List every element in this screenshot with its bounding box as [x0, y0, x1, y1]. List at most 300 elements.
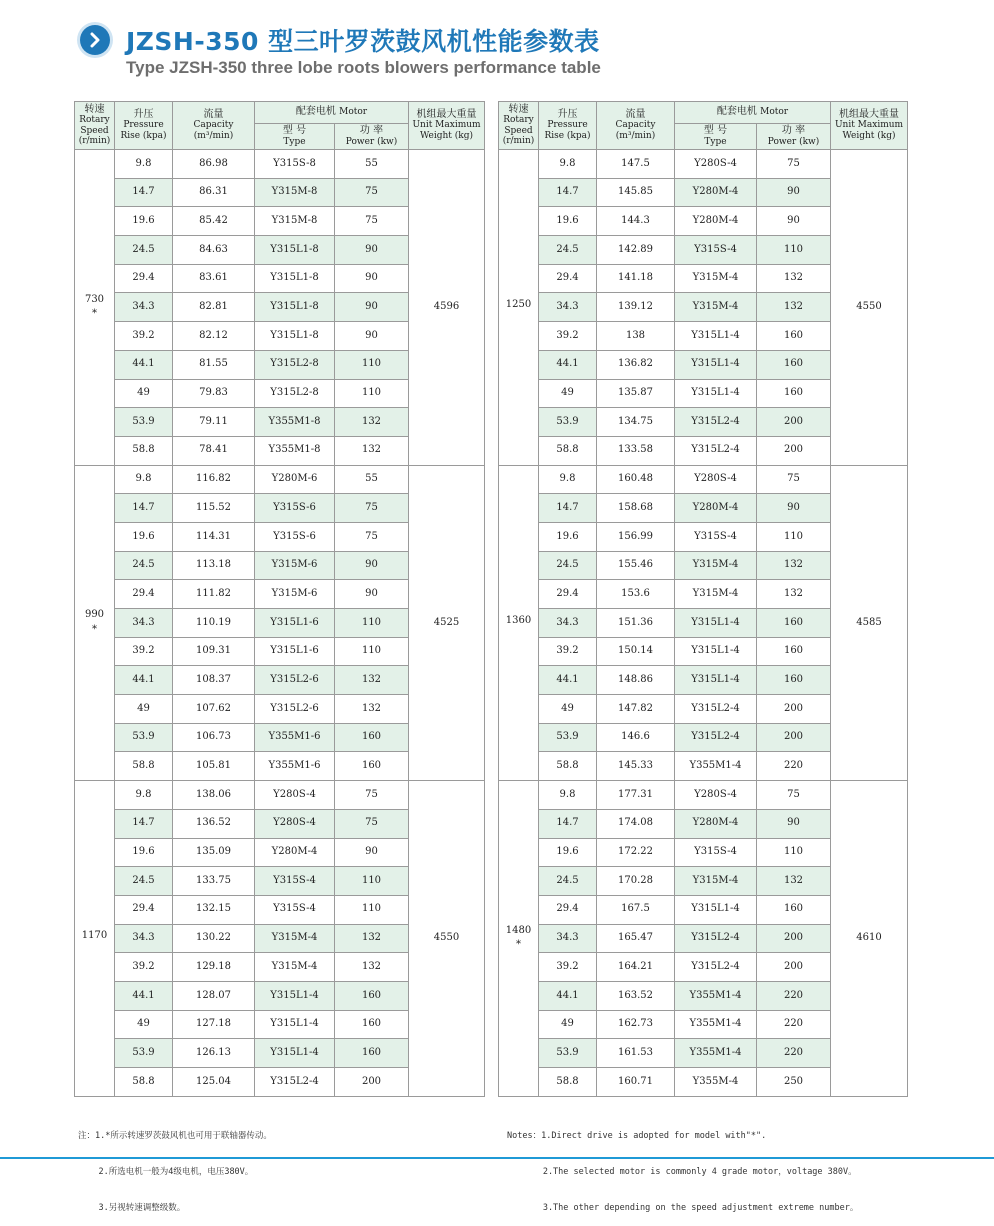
- header-type: [255, 124, 335, 150]
- power-cell: 132: [757, 867, 831, 896]
- power-cell: 132: [757, 580, 831, 609]
- weight-cell: 4596: [409, 150, 485, 466]
- pressure-cell: 58.8: [115, 436, 173, 465]
- capacity-cell: 130.22: [173, 924, 255, 953]
- pressure-cell: 58.8: [539, 436, 597, 465]
- pressure-cell: 39.2: [115, 953, 173, 982]
- header-power-text: 功 率: [781, 125, 806, 136]
- capacity-cell: 155.46: [597, 551, 675, 580]
- table-row: [75, 150, 485, 179]
- capacity-cell: 156.99: [597, 522, 675, 551]
- power-cell: 110: [757, 838, 831, 867]
- motor-type-cell: Y355M1-4: [675, 1039, 757, 1068]
- pressure-cell: 34.3: [115, 924, 173, 953]
- header-power-text: Power (kw): [767, 136, 820, 147]
- speed-cell: [75, 150, 115, 466]
- capacity-cell: 150.14: [597, 637, 675, 666]
- power-cell: 200: [757, 695, 831, 724]
- pressure-cell: 19.6: [539, 838, 597, 867]
- pressure-cell: 49: [115, 379, 173, 408]
- header-weight: [409, 102, 485, 150]
- capacity-cell: 81.55: [173, 350, 255, 379]
- pressure-cell: 53.9: [115, 723, 173, 752]
- capacity-cell: 79.83: [173, 379, 255, 408]
- power-cell: 160: [335, 1039, 409, 1068]
- power-cell: 160: [335, 752, 409, 781]
- pressure-cell: 58.8: [115, 1068, 173, 1097]
- power-cell: 160: [335, 723, 409, 752]
- pressure-cell: 14.7: [115, 178, 173, 207]
- header-pressure-text: Pressure Rise (kpa): [120, 120, 167, 141]
- motor-type-cell: Y315L1-4: [675, 895, 757, 924]
- header-pressure-text: 升压: [133, 108, 154, 120]
- pressure-cell: 53.9: [539, 1039, 597, 1068]
- capacity-cell: 142.89: [597, 236, 675, 265]
- capacity-cell: 141.18: [597, 264, 675, 293]
- capacity-cell: 105.81: [173, 752, 255, 781]
- header-type-text: 型 号: [703, 125, 728, 136]
- speed-value: 1170: [81, 930, 108, 942]
- capacity-cell: 145.33: [597, 752, 675, 781]
- motor-type-cell: Y355M1-4: [675, 752, 757, 781]
- capacity-cell: 107.62: [173, 695, 255, 724]
- speed-cell: [499, 781, 539, 1097]
- power-cell: 160: [757, 666, 831, 695]
- performance-table-left: [74, 101, 485, 1097]
- motor-type-cell: Y315L1-4: [675, 350, 757, 379]
- power-cell: 110: [335, 379, 409, 408]
- power-cell: 132: [757, 264, 831, 293]
- pressure-cell: 53.9: [539, 408, 597, 437]
- capacity-cell: 115.52: [173, 494, 255, 523]
- pressure-cell: 19.6: [539, 207, 597, 236]
- capacity-cell: 116.82: [173, 465, 255, 494]
- speed-value: 1480: [505, 924, 532, 936]
- capacity-cell: 167.5: [597, 895, 675, 924]
- power-cell: 220: [757, 981, 831, 1010]
- motor-type-cell: Y280S-4: [255, 809, 335, 838]
- speed-cell: [499, 150, 539, 466]
- capacity-cell: 135.87: [597, 379, 675, 408]
- pressure-cell: 49: [539, 695, 597, 724]
- speed-value: 1360: [505, 614, 532, 626]
- pressure-cell: 49: [115, 695, 173, 724]
- header-capacity-text: 流量: [203, 108, 224, 120]
- pressure-cell: 29.4: [539, 264, 597, 293]
- power-cell: 132: [335, 953, 409, 982]
- table-row: [75, 465, 485, 494]
- motor-type-cell: Y280M-6: [255, 465, 335, 494]
- capacity-cell: 170.28: [597, 867, 675, 896]
- chevron-right-icon: [80, 25, 110, 55]
- motor-type-cell: Y315L1-4: [255, 1039, 335, 1068]
- weight-cell: 4550: [831, 150, 908, 466]
- motor-type-cell: Y315L1-4: [255, 981, 335, 1010]
- power-cell: 90: [335, 580, 409, 609]
- pressure-cell: 44.1: [539, 350, 597, 379]
- header-power-text: 功 率: [359, 125, 384, 136]
- capacity-cell: 85.42: [173, 207, 255, 236]
- motor-type-cell: Y355M1-4: [675, 1010, 757, 1039]
- capacity-cell: 165.47: [597, 924, 675, 953]
- power-cell: 160: [757, 350, 831, 379]
- header-type: [675, 124, 757, 150]
- motor-type-cell: Y315L2-8: [255, 379, 335, 408]
- power-cell: 90: [757, 178, 831, 207]
- pressure-cell: 34.3: [539, 609, 597, 638]
- pressure-cell: 44.1: [115, 350, 173, 379]
- capacity-cell: 163.52: [597, 981, 675, 1010]
- motor-type-cell: Y315L1-4: [675, 637, 757, 666]
- motor-type-cell: Y315L2-8: [255, 350, 335, 379]
- motor-type-cell: Y280S-4: [675, 465, 757, 494]
- motor-type-cell: Y280S-4: [675, 150, 757, 179]
- header-motor-text: 配套电机: [295, 106, 336, 118]
- motor-type-cell: Y315L2-4: [675, 695, 757, 724]
- pressure-cell: 19.6: [115, 838, 173, 867]
- performance-table-right: [498, 101, 908, 1097]
- power-cell: 160: [757, 895, 831, 924]
- motor-type-cell: Y315L1-4: [675, 609, 757, 638]
- capacity-cell: 126.13: [173, 1039, 255, 1068]
- pressure-cell: 9.8: [115, 465, 173, 494]
- motor-type-cell: Y315L2-4: [675, 924, 757, 953]
- power-cell: 90: [757, 207, 831, 236]
- pressure-cell: 39.2: [539, 637, 597, 666]
- motor-type-cell: Y315L1-4: [675, 666, 757, 695]
- page-header: [80, 20, 600, 60]
- motor-type-cell: Y315M-8: [255, 178, 335, 207]
- motor-type-cell: Y315M-4: [675, 867, 757, 896]
- motor-type-cell: Y315L1-6: [255, 609, 335, 638]
- capacity-cell: 108.37: [173, 666, 255, 695]
- power-cell: 200: [757, 723, 831, 752]
- header-type-text: 型 号: [282, 125, 307, 136]
- pressure-cell: 29.4: [539, 895, 597, 924]
- header-type-text: Type: [283, 136, 306, 147]
- power-cell: 75: [335, 494, 409, 523]
- pressure-cell: 49: [539, 1010, 597, 1039]
- header-pressure-text: Pressure Rise (kpa): [544, 120, 591, 141]
- header-power: [335, 124, 409, 150]
- power-cell: 90: [757, 809, 831, 838]
- pressure-cell: 24.5: [539, 867, 597, 896]
- pressure-cell: 34.3: [539, 293, 597, 322]
- weight-cell: 4525: [409, 465, 485, 781]
- motor-type-cell: Y315L2-4: [255, 1068, 335, 1097]
- pressure-cell: 19.6: [115, 207, 173, 236]
- capacity-cell: 172.22: [597, 838, 675, 867]
- pressure-cell: 49: [115, 1010, 173, 1039]
- power-cell: 160: [335, 1010, 409, 1039]
- motor-type-cell: Y315S-4: [255, 895, 335, 924]
- power-cell: 220: [757, 1039, 831, 1068]
- power-cell: 75: [757, 781, 831, 810]
- motor-type-cell: Y315S-8: [255, 150, 335, 179]
- pressure-cell: 34.3: [115, 609, 173, 638]
- motor-type-cell: Y280M-4: [675, 178, 757, 207]
- capacity-cell: 146.6: [597, 723, 675, 752]
- header-capacity: [597, 102, 675, 150]
- pressure-cell: 34.3: [115, 293, 173, 322]
- capacity-cell: 162.73: [597, 1010, 675, 1039]
- weight-cell: 4585: [831, 465, 908, 781]
- capacity-cell: 136.82: [597, 350, 675, 379]
- motor-type-cell: Y355M1-4: [675, 981, 757, 1010]
- motor-type-cell: Y315L1-8: [255, 293, 335, 322]
- note-line: 2.所选电机一般为4级电机，电压380V。: [78, 1167, 254, 1177]
- motor-type-cell: Y280M-4: [675, 494, 757, 523]
- capacity-cell: 111.82: [173, 580, 255, 609]
- notes-chinese: [78, 1106, 272, 1226]
- power-cell: 132: [335, 924, 409, 953]
- weight-cell: 4610: [831, 781, 908, 1097]
- power-cell: 75: [335, 207, 409, 236]
- power-cell: 90: [335, 264, 409, 293]
- power-cell: 75: [335, 178, 409, 207]
- header-motor-text: Motor: [339, 107, 368, 118]
- motor-type-cell: Y315L1-4: [255, 1010, 335, 1039]
- capacity-cell: 148.86: [597, 666, 675, 695]
- header-speed: [499, 102, 539, 150]
- motor-type-cell: Y315M-4: [255, 953, 335, 982]
- pressure-cell: 39.2: [115, 322, 173, 351]
- capacity-cell: 83.61: [173, 264, 255, 293]
- power-cell: 132: [335, 695, 409, 724]
- capacity-cell: 147.5: [597, 150, 675, 179]
- weight-cell: 4550: [409, 781, 485, 1097]
- table-row: [75, 781, 485, 810]
- power-cell: 200: [757, 408, 831, 437]
- capacity-cell: 136.52: [173, 809, 255, 838]
- power-cell: 200: [335, 1068, 409, 1097]
- capacity-cell: 86.31: [173, 178, 255, 207]
- speed-star: *: [516, 939, 521, 951]
- page-title: JZSH-350 型三叶罗茨鼓风机性能参数表: [126, 27, 600, 56]
- capacity-cell: 78.41: [173, 436, 255, 465]
- power-cell: 110: [335, 637, 409, 666]
- capacity-cell: 153.6: [597, 580, 675, 609]
- motor-type-cell: Y315L2-4: [675, 408, 757, 437]
- motor-type-cell: Y315L1-8: [255, 322, 335, 351]
- header-capacity-text: Capacity (m³/min): [615, 120, 656, 141]
- header-weight-text: 机组最大重量: [839, 108, 900, 120]
- motor-type-cell: Y355M-4: [675, 1068, 757, 1097]
- note-line: 3.The other depending on the speed adjustment extreme number。: [507, 1203, 859, 1213]
- capacity-cell: 128.07: [173, 981, 255, 1010]
- motor-type-cell: Y315S-6: [255, 522, 335, 551]
- pressure-cell: 24.5: [115, 867, 173, 896]
- motor-type-cell: Y315L2-6: [255, 695, 335, 724]
- power-cell: 132: [335, 408, 409, 437]
- motor-type-cell: Y315M-4: [675, 293, 757, 322]
- note-line: 2.The selected motor is commonly 4 grade motor，voltage 380V。: [507, 1167, 857, 1177]
- motor-type-cell: Y315M-8: [255, 207, 335, 236]
- pressure-cell: 14.7: [539, 494, 597, 523]
- motor-type-cell: Y315S-4: [675, 236, 757, 265]
- motor-type-cell: Y315L2-4: [675, 723, 757, 752]
- motor-type-cell: Y315L1-4: [675, 379, 757, 408]
- pressure-cell: 58.8: [539, 752, 597, 781]
- motor-type-cell: Y355M1-8: [255, 408, 335, 437]
- power-cell: 75: [335, 781, 409, 810]
- pressure-cell: 19.6: [539, 522, 597, 551]
- capacity-cell: 164.21: [597, 953, 675, 982]
- motor-type-cell: Y315S-4: [675, 522, 757, 551]
- capacity-cell: 133.58: [597, 436, 675, 465]
- capacity-cell: 125.04: [173, 1068, 255, 1097]
- motor-type-cell: Y355M1-8: [255, 436, 335, 465]
- pressure-cell: 14.7: [115, 809, 173, 838]
- capacity-cell: 160.71: [597, 1068, 675, 1097]
- capacity-cell: 161.53: [597, 1039, 675, 1068]
- capacity-cell: 177.31: [597, 781, 675, 810]
- power-cell: 90: [335, 236, 409, 265]
- motor-type-cell: Y315L2-6: [255, 666, 335, 695]
- pressure-cell: 9.8: [115, 781, 173, 810]
- motor-type-cell: Y315M-6: [255, 580, 335, 609]
- header-pressure: [115, 102, 173, 150]
- power-cell: 110: [335, 895, 409, 924]
- header-weight-text: 机组最大重量: [416, 108, 477, 120]
- pressure-cell: 24.5: [539, 236, 597, 265]
- speed-star: *: [92, 623, 97, 635]
- motor-type-cell: Y355M1-6: [255, 752, 335, 781]
- header-weight-text: Unit Maximum Weight (kg): [412, 120, 481, 141]
- power-cell: 90: [335, 322, 409, 351]
- pressure-cell: 44.1: [115, 981, 173, 1010]
- page-subtitle: Type JZSH-350 three lobe roots blowers performance table: [126, 58, 601, 77]
- pressure-cell: 14.7: [539, 809, 597, 838]
- capacity-cell: 86.98: [173, 150, 255, 179]
- capacity-cell: 138.06: [173, 781, 255, 810]
- capacity-cell: 79.11: [173, 408, 255, 437]
- pressure-cell: 29.4: [115, 264, 173, 293]
- notes-english: [507, 1106, 858, 1226]
- pressure-cell: 24.5: [115, 236, 173, 265]
- capacity-cell: 138: [597, 322, 675, 351]
- power-cell: 132: [757, 551, 831, 580]
- table-row: [499, 465, 908, 494]
- capacity-cell: 147.82: [597, 695, 675, 724]
- power-cell: 110: [757, 236, 831, 265]
- motor-type-cell: Y315M-4: [675, 264, 757, 293]
- speed-star: *: [92, 308, 97, 320]
- pressure-cell: 14.7: [115, 494, 173, 523]
- capacity-cell: 145.85: [597, 178, 675, 207]
- speed-cell: [75, 781, 115, 1097]
- pressure-cell: 9.8: [539, 781, 597, 810]
- pressure-cell: 53.9: [115, 1039, 173, 1068]
- pressure-cell: 58.8: [539, 1068, 597, 1097]
- pressure-cell: 9.8: [115, 150, 173, 179]
- header-motor-text: Motor: [760, 107, 789, 118]
- pressure-cell: 29.4: [115, 895, 173, 924]
- pressure-cell: 39.2: [115, 637, 173, 666]
- capacity-cell: 160.48: [597, 465, 675, 494]
- power-cell: 90: [757, 494, 831, 523]
- speed-cell: [75, 465, 115, 781]
- header-type-text: Type: [704, 136, 727, 147]
- motor-type-cell: Y280M-4: [675, 809, 757, 838]
- power-cell: 160: [335, 981, 409, 1010]
- pressure-cell: 29.4: [115, 580, 173, 609]
- pressure-cell: 44.1: [115, 666, 173, 695]
- power-cell: 55: [335, 465, 409, 494]
- pressure-cell: 58.8: [115, 752, 173, 781]
- capacity-cell: 84.63: [173, 236, 255, 265]
- pressure-cell: 53.9: [539, 723, 597, 752]
- power-cell: 75: [335, 809, 409, 838]
- capacity-cell: 114.31: [173, 522, 255, 551]
- capacity-cell: 82.81: [173, 293, 255, 322]
- motor-type-cell: Y280M-4: [675, 207, 757, 236]
- header-motor: [255, 102, 409, 124]
- power-cell: 160: [757, 637, 831, 666]
- power-cell: 200: [757, 924, 831, 953]
- header-power: [757, 124, 831, 150]
- pressure-cell: 14.7: [539, 178, 597, 207]
- header-speed-text: 转速: [508, 103, 529, 115]
- pressure-cell: 49: [539, 379, 597, 408]
- power-cell: 90: [335, 293, 409, 322]
- pressure-cell: 39.2: [539, 953, 597, 982]
- capacity-cell: 127.18: [173, 1010, 255, 1039]
- motor-type-cell: Y315M-6: [255, 551, 335, 580]
- pressure-cell: 19.6: [115, 522, 173, 551]
- power-cell: 220: [757, 1010, 831, 1039]
- header-weight: [831, 102, 908, 150]
- pressure-cell: 34.3: [539, 924, 597, 953]
- power-cell: 110: [335, 867, 409, 896]
- motor-type-cell: Y280M-4: [255, 838, 335, 867]
- header-speed: [75, 102, 115, 150]
- motor-type-cell: Y315M-4: [675, 551, 757, 580]
- motor-type-cell: Y280S-4: [255, 781, 335, 810]
- speed-value: 1250: [505, 299, 532, 311]
- header-speed-text: Rotary Speed (r/min): [78, 115, 111, 146]
- pressure-cell: 44.1: [539, 666, 597, 695]
- power-cell: 200: [757, 953, 831, 982]
- power-cell: 90: [335, 838, 409, 867]
- power-cell: 110: [335, 609, 409, 638]
- motor-type-cell: Y315L1-4: [675, 322, 757, 351]
- motor-type-cell: Y315L1-8: [255, 236, 335, 265]
- pressure-cell: 24.5: [539, 551, 597, 580]
- motor-type-cell: Y280S-4: [675, 781, 757, 810]
- capacity-cell: 133.75: [173, 867, 255, 896]
- motor-type-cell: Y315S-6: [255, 494, 335, 523]
- capacity-cell: 174.08: [597, 809, 675, 838]
- power-cell: 160: [757, 609, 831, 638]
- power-cell: 132: [757, 293, 831, 322]
- motor-type-cell: Y315M-4: [675, 580, 757, 609]
- capacity-cell: 134.75: [597, 408, 675, 437]
- header-speed-text: Rotary Speed (r/min): [502, 115, 535, 146]
- motor-type-cell: Y315L2-4: [675, 953, 757, 982]
- table-row: [499, 150, 908, 179]
- power-cell: 75: [335, 522, 409, 551]
- motor-type-cell: Y315S-4: [675, 838, 757, 867]
- pressure-cell: 39.2: [539, 322, 597, 351]
- power-cell: 160: [757, 322, 831, 351]
- capacity-cell: 82.12: [173, 322, 255, 351]
- pressure-cell: 29.4: [539, 580, 597, 609]
- header-speed-text: 转速: [84, 103, 105, 115]
- capacity-cell: 129.18: [173, 953, 255, 982]
- motor-type-cell: Y355M1-6: [255, 723, 335, 752]
- speed-value: 730: [84, 293, 105, 305]
